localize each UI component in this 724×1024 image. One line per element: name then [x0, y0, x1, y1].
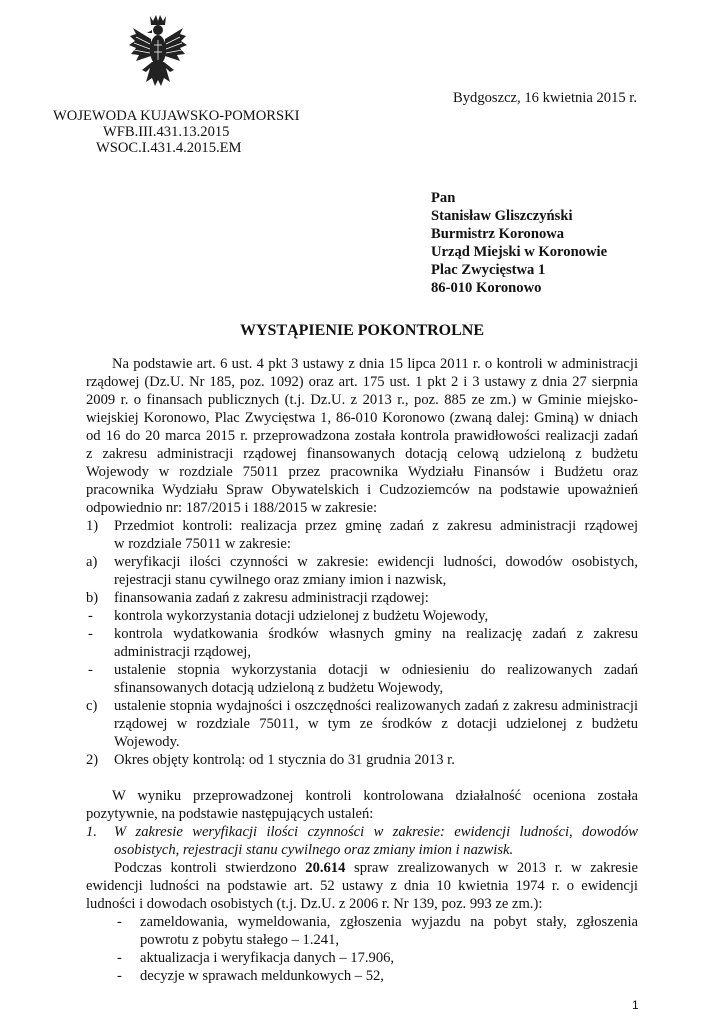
intro-line: wiejskiej Koronowo, Plac Zwycięstwa 1, 86-010 Koronowo (zwaną dalej: Gminą) w dniach [86, 410, 638, 426]
finding-heading-line: W zakresie weryfikacji ilości czynności w zakresie: ewidencji ludności, dowodów [114, 824, 638, 840]
list-marker: 1) [86, 518, 99, 534]
reference-number-1: WFB.III.431.13.2015 [103, 124, 230, 140]
finding-marker: 1. [86, 824, 97, 840]
intro-line: rządowej (Dz.U. Nr 185, poz. 1092) oraz art. 175 ust. 1 pkt 2 i 3 ustawy z dnia 27 sierpnia [86, 374, 638, 390]
coat-of-arms-eagle-icon [128, 12, 188, 92]
list-item-line: weryfikacji ilości czynności w zakresie: ewidencji ludności, dowodów osobistych, [114, 554, 638, 570]
list-item-line: rejestracji stanu cywilnego oraz zmiany imion i nazwisk, [114, 572, 447, 588]
list-item-line: sfinansowanych dotacją udzieloną z budżetu Wojewody, [114, 680, 444, 696]
result-line: W wyniku przeprowadzonej kontroli kontrolowana działalność oceniona została [112, 788, 638, 804]
intro-line: Wojewody w rozdziale 75011 przez pracownika Wydziału Finansów i Budżetu oraz [86, 464, 638, 480]
list-item-line: Wojewody. [114, 734, 180, 750]
dash-marker: - [88, 626, 93, 642]
reference-number-2: WSOC.I.431.4.2015.EM [96, 140, 242, 156]
detail-text: Podczas kontroli stwierdzono [114, 860, 306, 876]
list-item-line: kontrola wydatkowania środków własnych gminy na realizację zadań z zakresu [114, 626, 638, 642]
intro-line: pracownika Wydziału Spraw Obywatelskich i Cudzoziemców na podstawie upoważnień [86, 482, 638, 498]
letter-date: Bydgoszcz, 16 kwietnia 2015 r. [453, 90, 638, 106]
dash-marker: - [88, 662, 93, 678]
list-item-line: finansowania zadań z zakresu administracji rządowej: [114, 590, 429, 606]
authority-name: WOJEWODA KUJAWSKO-POMORSKI [53, 108, 300, 124]
list-item-line: w rozdziale 75011 w zakresie: [114, 536, 291, 552]
detail-line [114, 859, 638, 877]
document-title: WYSTĄPIENIE POKONTROLNE [239, 322, 485, 339]
list-item-line: Okres objęty kontrolą: od 1 stycznia do 31 grudnia 2013 r. [114, 752, 455, 768]
finding-heading-line: osobistych, rejestracji stanu cywilnego oraz zmiany imion i nazwisk. [114, 842, 514, 858]
result-line: pozytywnie, na podstawie następujących ustaleń: [86, 806, 374, 822]
list-marker: 2) [86, 752, 99, 768]
list-item-line: ustalenie stopnia wydajności i oszczędności realizowanych zadań z zakresu administracji [114, 698, 638, 714]
detail-line: ludności i dowodach osobistych (t.j. Dz.U. z 2006 r. Nr 139, poz. 993 ze zm.): [86, 896, 543, 912]
addressee-name: Stanisław Gliszczyński [431, 208, 573, 224]
addressee-office: Urząd Miejski w Koronowie [431, 244, 608, 260]
bullet-line: aktualizacja i weryfikacja danych – 17.906, [140, 950, 395, 966]
addressee-city: 86-010 Koronowo [431, 280, 542, 296]
list-marker: a) [86, 554, 98, 570]
bullet-line: zameldowania, wymeldowania, zgłoszenia wyjazdu na pobyt stały, zgłoszenia [140, 914, 638, 930]
intro-line: 2009 r. o finansach publicznych (t.j. Dz.U. z 2013 r., poz. 885 ze zm.) w Gminie miejsko- [86, 392, 638, 408]
intro-line: z zakresu administracji rządowej finansowanych dotacją celową udzieloną z budżetu [86, 446, 638, 462]
dash-marker: - [117, 914, 122, 930]
addressee-position: Burmistrz Koronowa [431, 226, 565, 242]
dash-marker: - [117, 950, 122, 966]
detail-line: ewidencji ludności na podstawie art. 52 ustawy z dnia 10 kwietnia 1974 r. o ewidencji [86, 878, 638, 894]
list-item-line: ustalenie stopnia wykorzystania dotacji w odniesieniu do realizowanych zadań [114, 662, 638, 678]
intro-line: odpowiednio nr: 187/2015 i 188/2015 w zakresie: [86, 500, 378, 516]
intro-line: od 16 do 20 marca 2015 r. przeprowadzona została kontrola prawidłowości realizacji zadań [86, 428, 638, 444]
addressee-salutation: Pan [431, 190, 456, 206]
list-item-line: Przedmiot kontroli: realizacja przez gminę zadań z zakresu administracji rządowej [114, 518, 638, 534]
dash-marker: - [88, 608, 93, 624]
list-marker: b) [86, 590, 99, 606]
bullet-line: powrotu z pobytu stałego – 1.241, [140, 932, 340, 948]
case-count: 20.614 [305, 860, 346, 876]
bullet-line: decyzje w sprawach meldunkowych – 52, [140, 968, 384, 984]
page-number: 1 [632, 998, 639, 1012]
list-item-line: kontrola wykorzystania dotacji udzielonej z budżetu Wojewody, [114, 608, 489, 624]
detail-text: spraw zrealizowanych w 2013 r. w zakresie [345, 860, 638, 876]
addressee-street: Plac Zwycięstwa 1 [431, 262, 546, 278]
list-marker: c) [86, 698, 98, 714]
dash-marker: - [117, 968, 122, 984]
intro-line: Na podstawie art. 6 ust. 4 pkt 3 ustawy z dnia 15 lipca 2011 r. o kontroli w administracji [112, 356, 638, 372]
list-item-line: rządowej w rozdziale 75011, w tym ze środków z dotacji udzielonej z budżetu [114, 716, 638, 732]
list-item-line: administracji rządowej, [114, 644, 251, 660]
